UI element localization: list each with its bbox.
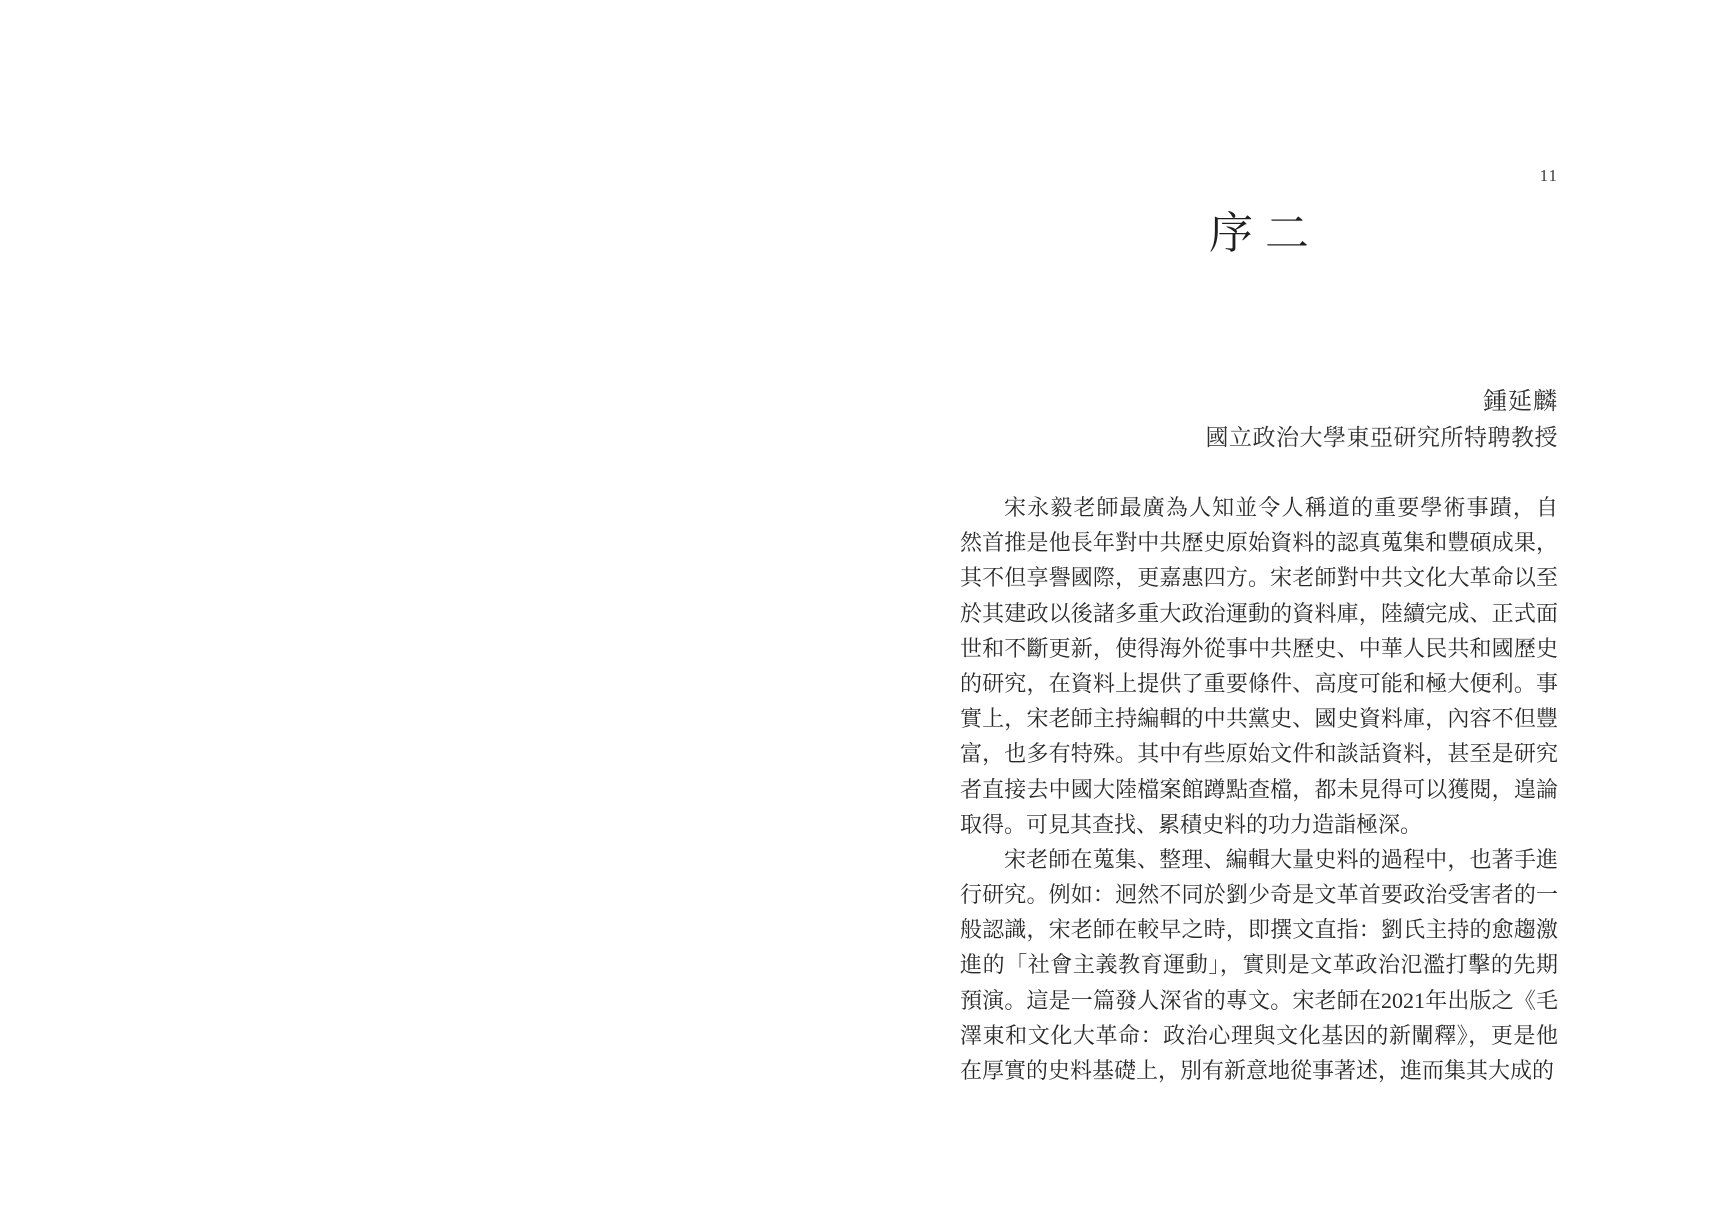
body-line: 的研究，在資料上提供了重要條件、高度可能和極大便利。事 — [960, 670, 1558, 696]
body-line: 行研究。例如：迥然不同於劉少奇是文革首要政治受害者的一 — [960, 882, 1558, 908]
chapter-title: 序二 — [1209, 209, 1321, 258]
body-line: 宋老師在蒐集、整理、編輯大量史料的過程中，也著手進 — [1004, 846, 1558, 872]
author-affiliation: 國立政治大學東亞研究所特聘教授 — [1205, 425, 1558, 451]
body-line: 在厚實的史料基礎上，別有新意地從事著述，進而集其大成的 — [960, 1058, 1555, 1083]
body-line: 宋永毅老師最廣為人知並令人稱道的重要學術事蹟，自 — [1004, 495, 1558, 520]
body-line: 於其建政以後諸多重大政治運動的資料庫，陸續完成、正式面 — [960, 600, 1558, 626]
body-line: 般認識，宋老師在較早之時，即撰文直指：劉氏主持的愈趨激 — [960, 917, 1558, 943]
body-line: 澤東和文化大革命：政治心理與文化基因的新闡釋》，更是他 — [960, 1022, 1558, 1048]
body-line: 然首推是他長年對中共歷史原始資料的認真蒐集和豐碩成果， — [960, 530, 1558, 556]
body-line: 進的「社會主義教育運動」，實則是文革政治氾濫打擊的先期 — [960, 952, 1558, 978]
body-line: 富，也多有特殊。其中有些原始文件和談話資料，甚至是研究 — [960, 741, 1558, 767]
body-line: 取得。可見其查找、累積史料的功力造詣極深。 — [960, 811, 1423, 837]
byline — [960, 385, 1558, 455]
body-line: 預演。這是一篇發人深省的專文。宋老師在2021年出版之《毛 — [960, 987, 1558, 1013]
page-number: 11 — [1539, 166, 1558, 185]
body-line: 其不但享譽國際，更嘉惠四方。宋老師對中共文化大革命以至 — [960, 565, 1558, 591]
body-text — [960, 490, 1558, 1088]
body-line: 世和不斷更新，使得海外從事中共歷史、中華人民共和國歷史 — [960, 635, 1558, 661]
author-name: 鍾延麟 — [1483, 389, 1558, 415]
body-line: 實上，宋老師主持編輯的中共黨史、國史資料庫，內容不但豐 — [960, 706, 1558, 732]
body-line: 者直接去中國大陸檔案館蹲點查檔，都未見得可以獲閱，遑論 — [960, 776, 1558, 802]
